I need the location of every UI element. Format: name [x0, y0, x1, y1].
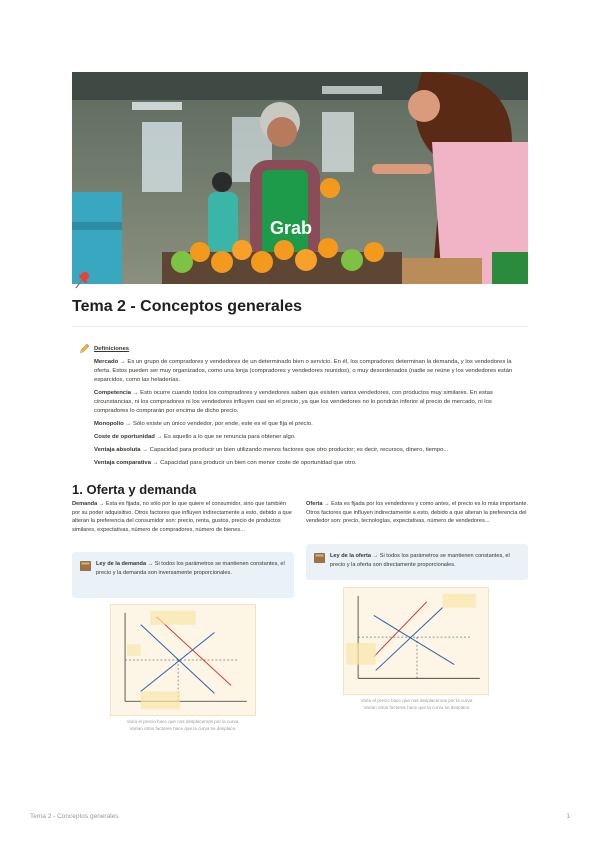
- definitions-block: [78, 343, 522, 472]
- supply-law-text: Ley de la oferta → Si todos los parámetros se mantienen constantes, el precio y la oferta son directamente proporcionales.: [330, 553, 510, 568]
- demand-figure: [110, 604, 256, 716]
- definition-item: Monopolio → Sólo existe un único vendedor, por ende, este es el que fija el precio.: [94, 421, 313, 427]
- section-title: 1. Oferta y demanda: [72, 482, 197, 497]
- page-number: 1: [566, 813, 570, 820]
- definition-item: Coste de oportunidad → Es aquello a lo que se renuncia para obtener algo.: [94, 434, 296, 440]
- footer-title: Tema 2 - Conceptos generales: [30, 813, 119, 820]
- cover-image: [72, 72, 528, 284]
- definition-item: Mercado → Es un grupo de compradores y vendedores de un determinado bien o servicio. En él, los compradores determinan la demanda, y los vendedores la oferta. Estos pueden ser muy organizados, como una lonja (compradores y vendedores reunidos), o muy desordenados (nadie se reúne y los vendedores están esparcidos, como las heladerías.: [94, 359, 513, 383]
- supply-paragraph: Oferta → Esta es fijada por los vendedores y como antes, el precio es lo más importante. Otros factores que influyen indirectamente a esto, debido a que alteran la preferencia del vendedor son: precio, tecnologías, expectativas, número de vendedores...: [306, 501, 529, 525]
- pencil-icon: [78, 343, 90, 355]
- definitions-heading: Definiciones: [94, 345, 130, 352]
- book-icon: [314, 553, 325, 563]
- definition-item: Competencia → Esto ocurre cuando todos los compradores y vendedores saben que existen varios vendedores, con productos muy similares. En estas circunstancias, ni los compradores ni los vendedores influyen casi en el precio, ya que los vendedores no lo pondrán inferior al precio de mercado, ni los compradores lo comprarán por encima de dicho precio.: [94, 390, 493, 414]
- demand-law-callout: [72, 552, 294, 598]
- page-title: Tema 2 - Conceptos generales: [72, 298, 302, 315]
- pushpin-icon: [72, 270, 92, 290]
- definitions-heading-row: [78, 343, 522, 355]
- supply-figure: [343, 587, 489, 695]
- title-divider: [72, 326, 528, 327]
- demand-law-text: Ley de la demanda → Si todos los parámetros se mantienen constantes, el precio y la demanda son inversamente proporcionales.: [96, 561, 285, 576]
- demand-paragraph: Demanda → Esta es fijada, no sólo por lo que quiere el consumidor, sino que también por su poder adquisitivo. Otros factores que influyen indirectamente a esto, debido a que alteran la preferencia del consumidor son: precio, renta, gustos, precio de productos similares, expectativas, número de compradores, número de bienes...: [72, 501, 292, 533]
- definition-item: Ventaja comparativa → Capacidad para producir un bien con menor coste de oportunidad que otro.: [94, 460, 357, 466]
- definition-item: Ventaja absoluta → Capacidad para producir un bien utilizando menos factores que otro productor; es decir, recursos, dinero, tiempo...: [94, 447, 449, 453]
- supply-law-callout: [306, 544, 528, 580]
- supply-caption: Varía el precio hace que nos desplacemos por la curva. Varían otros factores hace que la curva se desplace.: [360, 698, 474, 710]
- demand-caption: Varía el precio hace que nos desplacemos por la curva. Varían otros factores hace que la curva se desplace.: [126, 719, 240, 731]
- svg-text:Grab: Grab: [270, 218, 313, 238]
- book-icon: [80, 561, 91, 571]
